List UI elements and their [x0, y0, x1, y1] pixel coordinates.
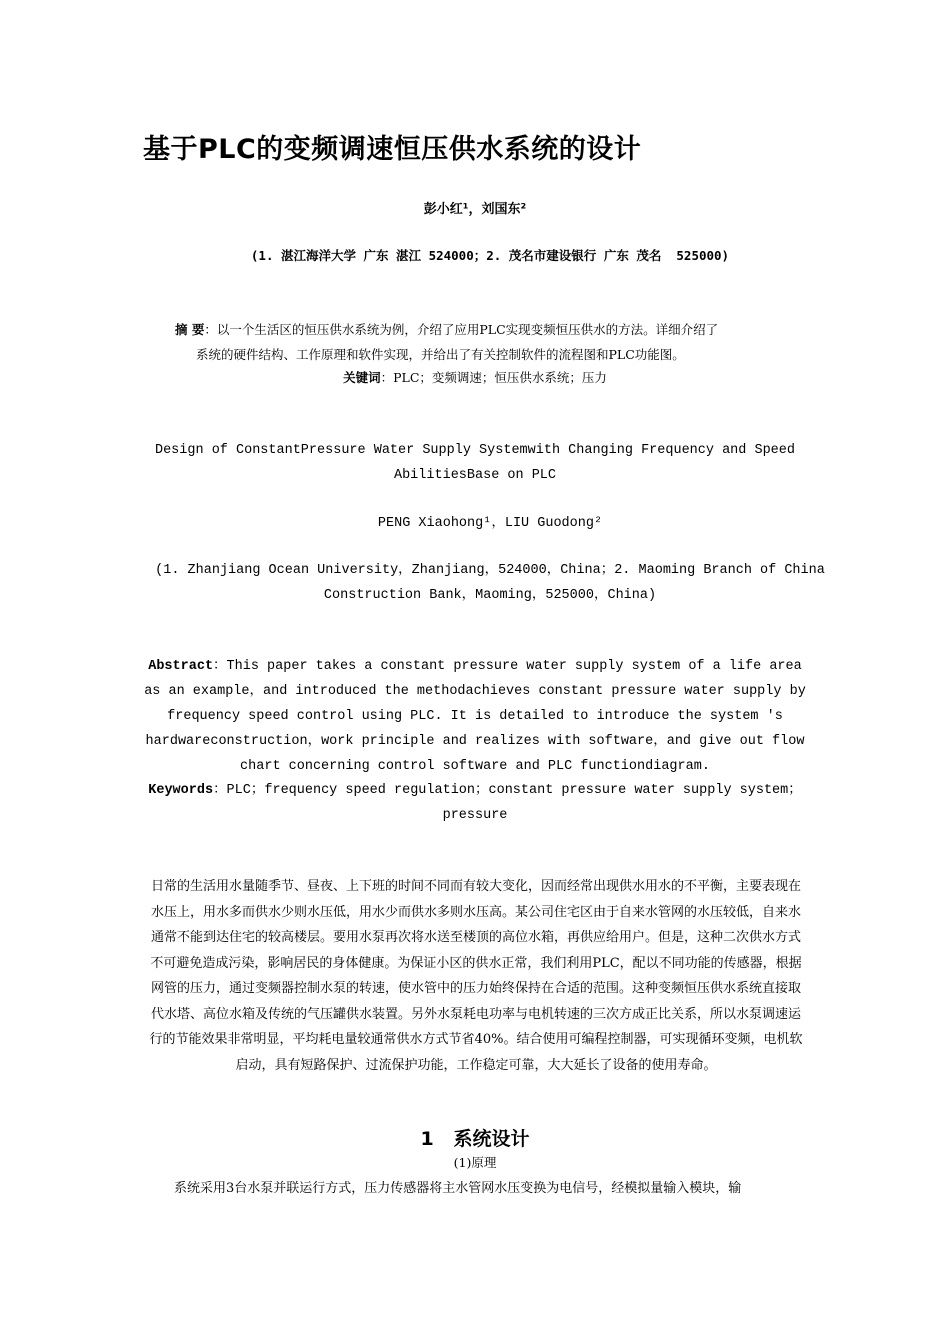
intro-paragraph: 日常的生活用水量随季节、昼夜、上下班的时间不同而有较大变化，因而经常出现供水用水的不平衡，主要表现在水压上，用水多而供水少则水压低，用水少而供水多则水压高。某公司住宅区由于自来水管网的水压较低，自来水通常不能到达住宅的较高楼层。要用水泵再次将水送至楼顶的高位水箱，再供应给用户。但是，这种二次供水方式不可避免造成污染，影响居民的身体健康。为保证小区的供水正常，我们利用PLC，配以不同功能的传感器，根据网管的压力，通过变频器控制水泵的转速，使水管中的压力始终保持在合适的范围。这种变频恒压供水系统直接取代水塔、高位水箱及传统的气压罐供水装置。另外水泵耗电功率与电机转速的三次方成正比关系，所以水泵调速运行的节能效果非常明显，平均耗电量较通常供水方式节省40%。结合使用可编程控制器，可实现循环变频，电机软启动，具有短路保护、过流保护功能，工作稳定可靠，大大延长了设备的使用寿命。 [149, 879, 803, 1073]
paper-title: 基于PLC的变频调速恒压供水系统的设计 [143, 134, 642, 165]
keywords-chinese [0, 368, 950, 386]
keywords-english [140, 778, 810, 828]
keywords-chinese-text: ：PLC；变频调速；恒压供水系统；压力 [380, 370, 607, 385]
affiliation-english: (1. Zhanjiang Ocean University，Zhanjiang，524000，China；2. Maoming Branch of China Construction Bank，Maoming，525000，China) [155, 563, 825, 603]
keywords-chinese-label: 关键词 [343, 370, 381, 385]
paper-title-english: Design of ConstantPressure Water Supply Systemwith Changing Frequency and Speed AbilitiesBase on PLC [154, 443, 795, 483]
abstract-chinese [175, 317, 820, 367]
authors-english: PENG Xiaohong¹，LIU Guodong² [377, 516, 603, 531]
abstract-chinese-text: ：以一个生活区的恒压供水系统为例，介绍了应用PLC实现变频恒压供水的方法。详细介绍了 [204, 322, 719, 337]
affiliation-chinese: (1. 湛江海洋大学 广东 湛江 524000；2. 茂名市建设银行 广东 茂名 525000) [250, 248, 730, 263]
subsection-heading: (1)原理 [453, 1155, 497, 1170]
abstract-english [140, 654, 810, 779]
authors-chinese: 彭小红¹，刘国东² [423, 202, 527, 217]
abstract-english-text: ：This paper takes a constant pressure water supply system of a life area as an example，and introduced the methodachieves constant pressure water supply by frequency speed control using PLC. It is detailed to introduce the system ′s hardwareconstruction，work principle and realizes with software，and give out flow chart concerning control software and PLC functiondiagram. [144, 659, 806, 774]
keywords-english-text: ：PLC；frequency speed regulation；constant pressure water supply system；pressure [213, 783, 802, 823]
abstract-chinese-text-line2: 系统的硬件结构、工作原理和软件实现，并给出了有关控制软件的流程图和PLC功能图。 [196, 347, 685, 362]
abstract-english-label: Abstract [148, 659, 214, 674]
section-body-paragraph: 系统采用3台水泵并联运行方式，压力传感器将主水管网水压变换为电信号，经模拟量输入模块，输 [174, 1181, 742, 1196]
section-heading: 1 系统设计 [420, 1128, 530, 1150]
keywords-english-label: Keywords [148, 783, 214, 798]
abstract-chinese-label: 摘 要 [175, 322, 205, 337]
